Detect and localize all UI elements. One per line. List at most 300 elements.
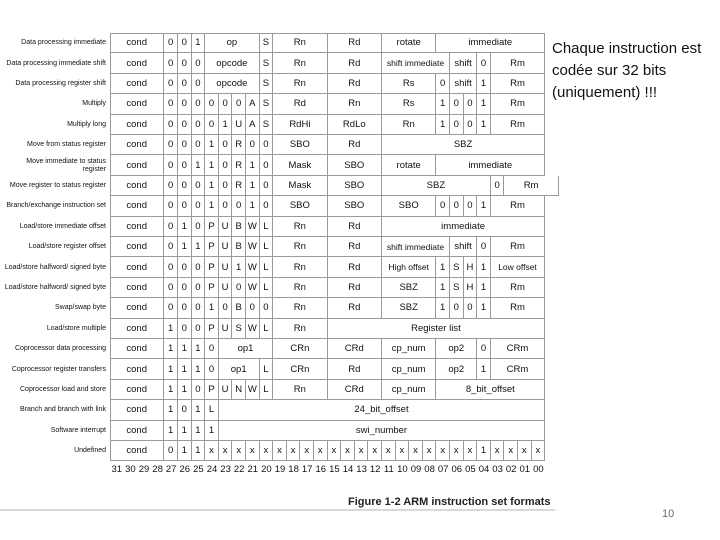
bit-field: 0 xyxy=(192,115,206,135)
bit-field: 0 xyxy=(178,319,192,339)
bit-field: Rd xyxy=(273,94,327,114)
bit-field: 0 xyxy=(205,94,219,114)
row-label: Load/store halfword/ signed byte xyxy=(4,263,106,271)
bit-field: 0 xyxy=(260,176,274,196)
bit-field: P xyxy=(205,257,219,277)
bit-field: Rm xyxy=(491,115,545,135)
bit-field: 1 xyxy=(436,298,450,318)
bit-field: L xyxy=(260,319,274,339)
slide-number: 10 xyxy=(662,508,675,520)
bit-field: 0 xyxy=(192,380,206,400)
bit-field: 0 xyxy=(178,196,192,216)
bit-field: W xyxy=(246,217,260,237)
bit-field: op1 xyxy=(219,359,260,379)
bit-field: 1 xyxy=(178,441,192,461)
bit-field: 1 xyxy=(477,257,491,277)
bit-field: 1 xyxy=(192,237,206,257)
bit-field: U xyxy=(219,237,233,257)
bit-field: swi_number xyxy=(219,421,545,441)
bit-number: 08 xyxy=(424,464,435,476)
bit-field: x xyxy=(260,441,274,461)
bit-field: Rd xyxy=(328,278,382,298)
bit-number: 15 xyxy=(329,464,340,476)
bit-field: CRm xyxy=(491,339,545,359)
bit-field: 1 xyxy=(178,421,192,441)
bit-field: W xyxy=(246,278,260,298)
bit-field: 1 xyxy=(178,380,192,400)
bit-field: 1 xyxy=(192,155,206,175)
bit-field: immediate xyxy=(382,217,545,237)
bit-field: cond xyxy=(110,53,164,73)
bit-field: x xyxy=(436,441,450,461)
bit-field: R xyxy=(232,176,246,196)
bit-field: L xyxy=(260,278,274,298)
row-label: Move immediate to status register xyxy=(26,157,106,173)
bit-field: x xyxy=(341,441,355,461)
bit-field: immediate xyxy=(436,155,545,175)
bit-number: 14 xyxy=(342,464,354,476)
bit-field: Rd xyxy=(328,74,382,94)
bit-field: x xyxy=(273,441,287,461)
bit-field: x xyxy=(409,441,423,461)
bit-field: opcode xyxy=(205,53,259,73)
bit-field: 0 xyxy=(219,196,233,216)
bit-field: 0 xyxy=(178,176,192,196)
bit-field: U xyxy=(219,319,233,339)
bit-field: x xyxy=(232,441,246,461)
bit-field: 0 xyxy=(450,94,464,114)
bit-field: L xyxy=(260,359,274,379)
row-label: Swap/swap byte xyxy=(55,304,106,312)
bit-field: 0 xyxy=(260,196,274,216)
bit-field: Rn xyxy=(273,298,327,318)
bit-field: CRm xyxy=(491,359,545,379)
bit-field: x xyxy=(205,441,219,461)
bit-field: cond xyxy=(110,155,164,175)
row-label: Coprocessor data processing xyxy=(14,345,106,353)
bit-field: cp_num xyxy=(382,339,436,359)
bit-field: 1 xyxy=(477,441,491,461)
bit-field: 8_bit_offset xyxy=(436,380,545,400)
row-label: Data processing register shift xyxy=(15,79,106,87)
bit-field: 0 xyxy=(164,74,178,94)
bit-field: RdLo xyxy=(328,115,382,135)
bit-field: 1 xyxy=(436,278,450,298)
bit-field: cond xyxy=(110,135,164,155)
bit-field: 1 xyxy=(164,400,178,420)
bit-field: 0 xyxy=(192,176,206,196)
bit-field: CRd xyxy=(328,339,382,359)
bit-field: SBO xyxy=(273,196,327,216)
bit-number: 13 xyxy=(356,464,367,476)
bit-field: 0 xyxy=(464,115,478,135)
bit-field: x xyxy=(504,441,518,461)
bit-field: x xyxy=(300,441,314,461)
bit-number: 22 xyxy=(233,464,245,476)
bit-field: P xyxy=(205,278,219,298)
slide-note: Chaque instruction est codée sur 32 bits (uniquement) !!! xyxy=(552,40,702,101)
bit-field: 0 xyxy=(164,135,178,155)
bit-field: 0 xyxy=(164,441,178,461)
row-label: Data processing immediate shift xyxy=(6,59,106,67)
bit-field: 1 xyxy=(232,257,246,277)
bit-field: 0 xyxy=(477,237,491,257)
bit-field: cond xyxy=(110,319,164,339)
bit-field: W xyxy=(246,237,260,257)
bit-field: S xyxy=(260,94,274,114)
bit-field: x xyxy=(450,441,464,461)
bit-field: x xyxy=(396,441,410,461)
bit-field: SBO xyxy=(328,176,382,196)
bit-field: immediate xyxy=(436,33,545,53)
bit-field: 1 xyxy=(477,196,491,216)
bit-field: 1 xyxy=(164,380,178,400)
bit-field: 0 xyxy=(450,196,464,216)
bit-field: Rd xyxy=(328,53,382,73)
bit-field: 1 xyxy=(219,115,233,135)
bit-field: shift xyxy=(450,237,477,257)
bit-field: Rd xyxy=(328,359,382,379)
bit-field: Rs xyxy=(382,94,436,114)
bit-field: 1 xyxy=(192,441,206,461)
bit-field: Low offset xyxy=(491,257,545,277)
bit-field: U xyxy=(219,278,233,298)
bit-field: op xyxy=(205,33,259,53)
bit-field: cond xyxy=(110,115,164,135)
bit-field: 1 xyxy=(178,217,192,237)
bit-field: 0 xyxy=(192,135,206,155)
bit-field: L xyxy=(260,380,274,400)
bit-field: cond xyxy=(110,257,164,277)
bit-field: Rm xyxy=(491,196,545,216)
bit-field: A xyxy=(246,115,260,135)
bit-field: Rm xyxy=(504,176,558,196)
bit-field: Register list xyxy=(328,319,546,339)
bit-field: cond xyxy=(110,176,164,196)
bit-field: 1 xyxy=(164,319,178,339)
bit-field: Rm xyxy=(491,278,545,298)
bit-field: SBO xyxy=(273,135,327,155)
bit-number: 18 xyxy=(288,464,299,476)
bit-field: 0 xyxy=(178,400,192,420)
bit-field: 0 xyxy=(219,135,233,155)
bit-field: cond xyxy=(110,359,164,379)
bit-field: Rd xyxy=(328,298,382,318)
bit-number: 06 xyxy=(451,464,463,476)
bit-number: 16 xyxy=(315,464,327,476)
bit-field: 0 xyxy=(219,176,233,196)
bit-number: 02 xyxy=(505,464,517,476)
bit-number: 28 xyxy=(152,464,163,476)
bit-field: W xyxy=(246,257,260,277)
bit-field: 0 xyxy=(477,53,491,73)
bit-field: 0 xyxy=(164,94,178,114)
bit-field: cond xyxy=(110,421,164,441)
bit-field: H xyxy=(464,257,478,277)
bit-field: opcode xyxy=(205,74,259,94)
row-label: Data processing immediate xyxy=(21,39,106,47)
bit-number: 26 xyxy=(179,464,191,476)
bit-field: Rd xyxy=(328,217,382,237)
bit-field: 0 xyxy=(164,176,178,196)
bit-field: 0 xyxy=(192,298,206,318)
bit-number: 17 xyxy=(301,464,313,476)
bit-number: 00 xyxy=(533,464,544,476)
caption-divider xyxy=(0,509,555,511)
bit-field: U xyxy=(232,115,246,135)
row-label: Multiply long xyxy=(67,120,106,128)
bit-field: x xyxy=(368,441,382,461)
bit-field: Rm xyxy=(491,53,545,73)
bit-field: 0 xyxy=(232,94,246,114)
bit-field: S xyxy=(450,278,464,298)
bit-field: U xyxy=(219,257,233,277)
bit-field: Rn xyxy=(273,33,327,53)
bit-field: 0 xyxy=(436,196,450,216)
bit-field: 0 xyxy=(178,53,192,73)
bit-field: 0 xyxy=(164,33,178,53)
bit-field: op2 xyxy=(436,339,477,359)
bit-field: 0 xyxy=(178,74,192,94)
bit-field: Rd xyxy=(328,237,382,257)
bit-field: Rn xyxy=(273,278,327,298)
bit-field: R xyxy=(232,155,246,175)
bit-number: 12 xyxy=(369,464,381,476)
bit-field: 0 xyxy=(192,53,206,73)
bit-field: 0 xyxy=(178,135,192,155)
bit-field: RdHi xyxy=(273,115,327,135)
bit-field: 0 xyxy=(192,196,206,216)
bit-field: op2 xyxy=(436,359,477,379)
bit-field: Rn xyxy=(273,217,327,237)
bit-field: CRn xyxy=(273,339,327,359)
bit-field: Rm xyxy=(491,237,545,257)
bit-number: 25 xyxy=(193,464,204,476)
bit-field: 0 xyxy=(164,217,178,237)
bit-field: P xyxy=(205,380,219,400)
bit-field: Rn xyxy=(273,237,327,257)
bit-field: cond xyxy=(110,237,164,257)
bit-number: 21 xyxy=(247,464,259,476)
bit-field: SBO xyxy=(328,196,382,216)
bit-field: Rn xyxy=(328,94,382,114)
bit-field: 0 xyxy=(164,278,178,298)
bit-field: 0 xyxy=(246,135,260,155)
bit-field: x xyxy=(382,441,396,461)
bit-field: 1 xyxy=(178,237,192,257)
bit-field: SBZ xyxy=(382,298,436,318)
bit-field: High offset xyxy=(382,257,436,277)
bit-field: shift xyxy=(450,53,477,73)
bit-field: 1 xyxy=(192,33,206,53)
bit-field: shift immediate xyxy=(382,237,450,257)
bit-field: 1 xyxy=(164,339,178,359)
bit-field: CRn xyxy=(273,359,327,379)
bit-field: 0 xyxy=(464,94,478,114)
bit-field: 0 xyxy=(164,257,178,277)
bit-field: x xyxy=(287,441,301,461)
bit-field: x xyxy=(355,441,369,461)
row-label: Undefined xyxy=(74,447,106,455)
bit-field: 0 xyxy=(464,298,478,318)
bit-field: 0 xyxy=(178,257,192,277)
bit-field: B xyxy=(232,217,246,237)
bit-field: S xyxy=(260,33,274,53)
bit-field: 0 xyxy=(219,155,233,175)
bit-field: 0 xyxy=(232,196,246,216)
bit-field: cond xyxy=(110,196,164,216)
bit-field: 0 xyxy=(219,298,233,318)
bit-number: 31 xyxy=(111,464,123,476)
bit-field: R xyxy=(232,135,246,155)
bit-field: 0 xyxy=(464,196,478,216)
bit-field: op1 xyxy=(219,339,273,359)
bit-field: SBZ xyxy=(382,135,545,155)
bit-field: 24_bit_offset xyxy=(219,400,545,420)
bit-field: U xyxy=(219,217,233,237)
bit-field: 1 xyxy=(477,74,491,94)
bit-field: 0 xyxy=(178,94,192,114)
bit-number: 07 xyxy=(437,464,449,476)
bit-field: 0 xyxy=(192,257,206,277)
bit-field: Rn xyxy=(273,380,327,400)
bit-field: 1 xyxy=(192,421,206,441)
bit-field: L xyxy=(260,237,274,257)
row-label: Branch/exchange instruction set xyxy=(6,202,106,210)
bit-field: B xyxy=(232,237,246,257)
bit-field: Rn xyxy=(382,115,436,135)
bit-field: rotate xyxy=(382,33,436,53)
bit-field: 0 xyxy=(450,115,464,135)
bit-field: cond xyxy=(110,298,164,318)
bit-field: cond xyxy=(110,94,164,114)
bit-field: x xyxy=(328,441,342,461)
bit-field: 0 xyxy=(192,278,206,298)
row-label: Load/store multiple xyxy=(46,324,106,332)
bit-number: 01 xyxy=(519,464,531,476)
bit-field: 0 xyxy=(164,53,178,73)
bit-number: 09 xyxy=(410,464,422,476)
bit-field: P xyxy=(205,319,219,339)
bit-number: 27 xyxy=(165,464,177,476)
row-label: Load/store immediate offset xyxy=(19,222,106,230)
bit-field: 1 xyxy=(164,421,178,441)
bit-field: Rn xyxy=(273,53,327,73)
bit-field: 1 xyxy=(178,359,192,379)
bit-field: B xyxy=(232,298,246,318)
bit-field: 0 xyxy=(164,155,178,175)
bit-field: cond xyxy=(110,400,164,420)
bit-field: SBZ xyxy=(382,176,491,196)
row-label: Load/store halfword/ signed byte xyxy=(4,283,106,291)
bit-field: 0 xyxy=(260,298,274,318)
bit-field: 0 xyxy=(246,298,260,318)
bit-field: L xyxy=(260,217,274,237)
bit-field: 0 xyxy=(232,278,246,298)
bit-field: 1 xyxy=(477,94,491,114)
bit-field: W xyxy=(246,319,260,339)
bit-field: Mask xyxy=(273,176,327,196)
bit-field: A xyxy=(246,94,260,114)
bit-number: 05 xyxy=(465,464,476,476)
bit-field: Rn xyxy=(273,257,327,277)
row-label: Software interrupt xyxy=(50,426,106,434)
bit-field: U xyxy=(219,380,233,400)
bit-field: 0 xyxy=(260,135,274,155)
bit-field: shift xyxy=(450,74,477,94)
row-label: Branch and branch with link xyxy=(20,406,106,414)
bit-field: rotate xyxy=(382,155,436,175)
bit-field: 0 xyxy=(219,94,233,114)
bit-field: cond xyxy=(110,278,164,298)
bit-field: 1 xyxy=(246,155,260,175)
bit-field: 1 xyxy=(205,176,219,196)
bit-number: 30 xyxy=(125,464,136,476)
bit-field: shift immediate xyxy=(382,53,450,73)
bit-field: 1 xyxy=(246,176,260,196)
bit-field: H xyxy=(464,278,478,298)
bit-field: Rd xyxy=(328,257,382,277)
bit-number: 03 xyxy=(492,464,503,476)
bit-field: Rd xyxy=(328,135,382,155)
bit-field: 1 xyxy=(192,400,206,420)
bit-field: x xyxy=(314,441,328,461)
bit-field: 1 xyxy=(205,135,219,155)
bit-field: L xyxy=(260,257,274,277)
bit-field: x xyxy=(491,441,505,461)
bit-field: Rn xyxy=(273,319,327,339)
bit-field: cond xyxy=(110,441,164,461)
bit-field: 1 xyxy=(436,115,450,135)
bit-field: 1 xyxy=(192,339,206,359)
bit-field: 1 xyxy=(192,359,206,379)
bit-field: 1 xyxy=(477,115,491,135)
bit-field: 1 xyxy=(477,359,491,379)
bit-field: cond xyxy=(110,33,164,53)
bit-field: x xyxy=(219,441,233,461)
bit-number: 19 xyxy=(274,464,286,476)
bit-field: 0 xyxy=(450,298,464,318)
bit-field: 0 xyxy=(436,74,450,94)
bit-number: 24 xyxy=(206,464,218,476)
bit-field: cp_num xyxy=(382,359,436,379)
bit-field: 0 xyxy=(192,94,206,114)
bit-field: 1 xyxy=(436,94,450,114)
bit-field: N xyxy=(232,380,246,400)
bit-field: 1 xyxy=(164,359,178,379)
row-label: Coprocessor load and store xyxy=(20,385,106,393)
bit-field: Rm xyxy=(491,74,545,94)
bit-field: 1 xyxy=(477,278,491,298)
row-label: Multiply xyxy=(82,100,106,108)
row-label: Move register to status register xyxy=(9,181,106,189)
row-label: Load/store register offset xyxy=(28,243,106,251)
bit-field: 0 xyxy=(164,196,178,216)
bit-field: x xyxy=(464,441,478,461)
bit-field: 1 xyxy=(246,196,260,216)
figure-caption: Figure 1-2 ARM instruction set formats xyxy=(348,496,551,508)
bit-field: CRd xyxy=(328,380,382,400)
bit-field: Rd xyxy=(328,33,382,53)
bit-field: 1 xyxy=(477,298,491,318)
bit-field: Rs xyxy=(382,74,436,94)
bit-number: 10 xyxy=(397,464,408,476)
bit-field: 0 xyxy=(178,33,192,53)
bit-field: x xyxy=(518,441,532,461)
bit-number: 29 xyxy=(138,464,150,476)
bit-field: 0 xyxy=(205,115,219,135)
bit-field: cond xyxy=(110,339,164,359)
